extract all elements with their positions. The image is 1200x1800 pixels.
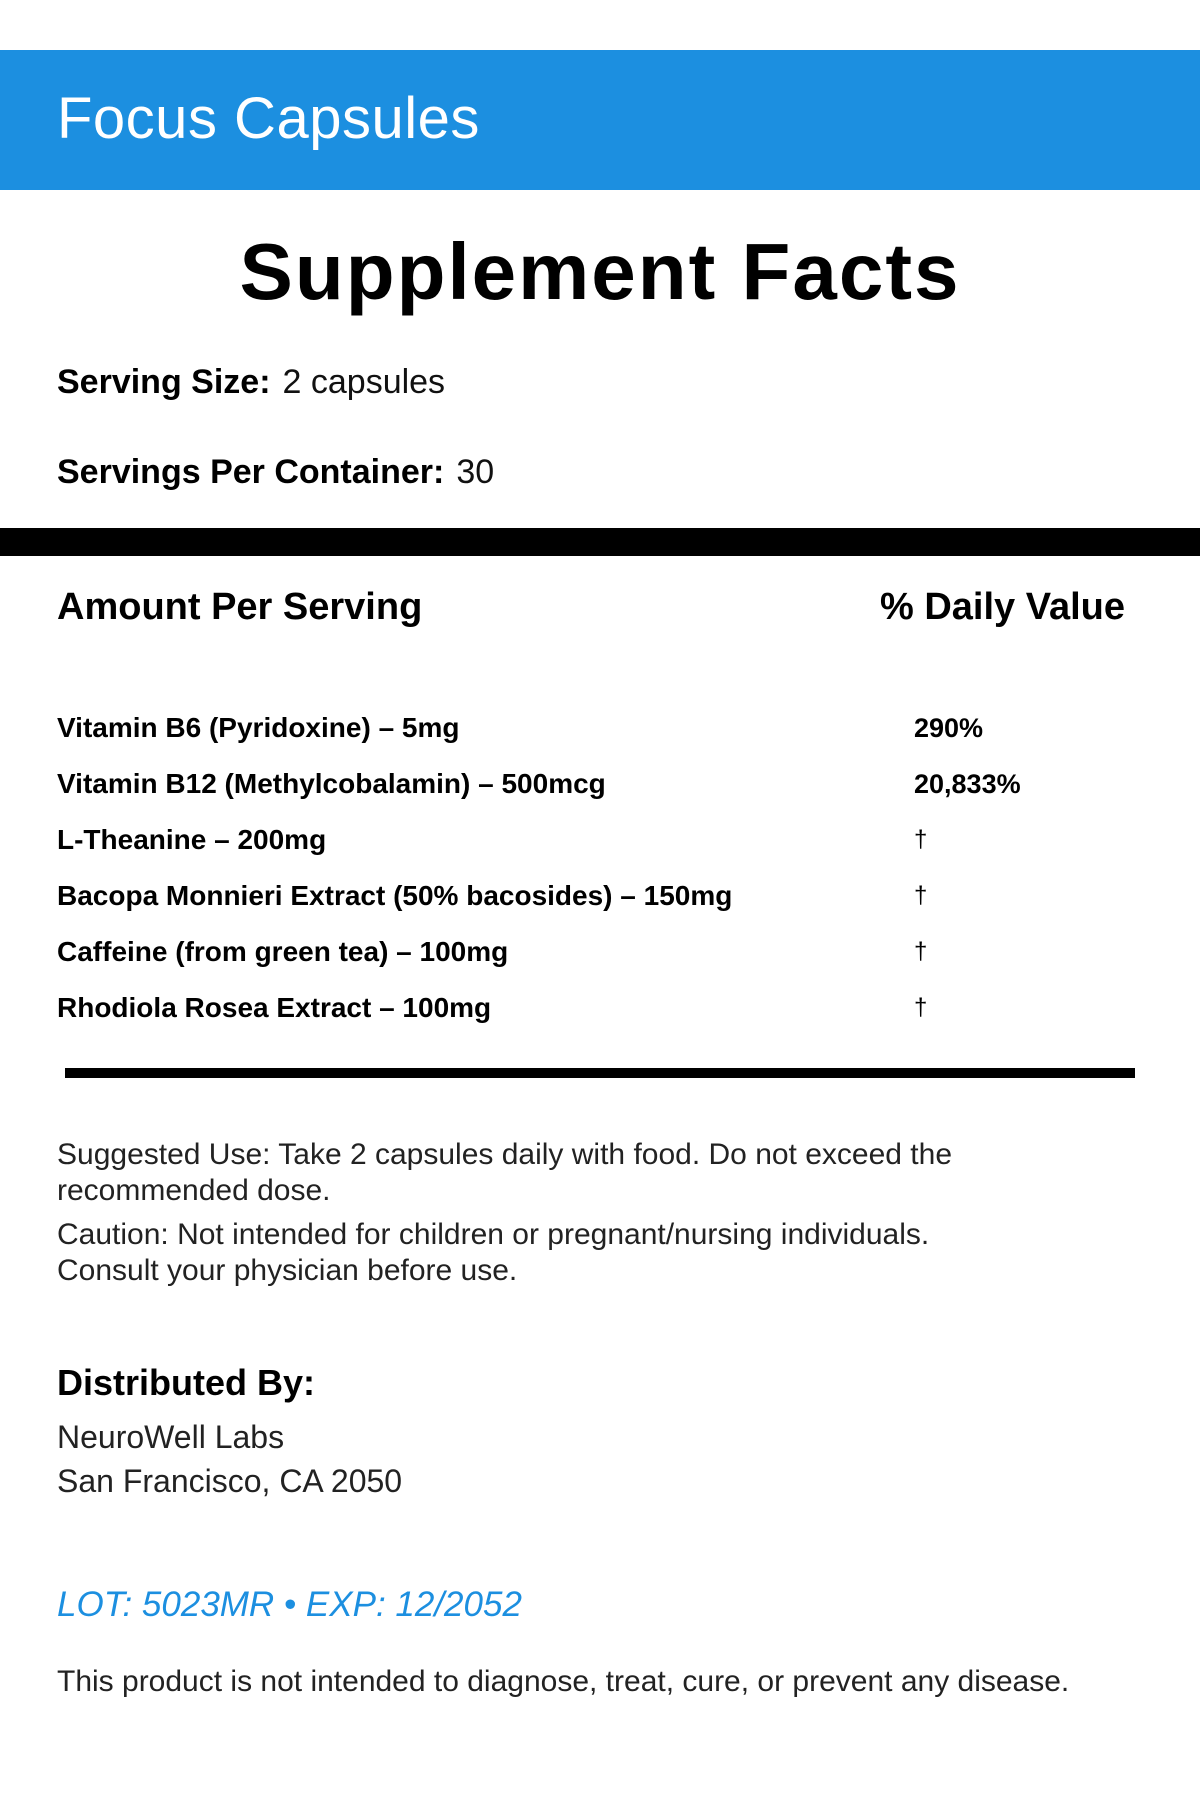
supplement-facts-title: Supplement Facts [239, 227, 961, 316]
ingredient-daily-value: † [914, 938, 928, 965]
ingredient-daily-value: † [914, 994, 928, 1021]
ingredient-row [57, 700, 1137, 756]
daily-value-heading: % Daily Value [879, 586, 1125, 628]
ingredient-row [57, 980, 1137, 1036]
servings-per-container-value: 30 [456, 453, 495, 491]
ingredient-name: Bacopa Monnieri Extract (50% bacosides) – 150mg [57, 880, 733, 911]
ingredient-name: Vitamin B6 (Pyridoxine) – 5mg [57, 712, 460, 743]
ingredient-name: L-Theanine – 200mg [57, 824, 327, 855]
ingredient-daily-value: 20,833% [914, 768, 1021, 799]
ingredient-list [57, 700, 1137, 1036]
servings-per-container-row [57, 450, 494, 494]
ingredient-name: Rhodiola Rosea Extract – 100mg [57, 992, 492, 1023]
distributor-address: San Francisco, CA 2050 [57, 1463, 403, 1499]
ingredient-daily-value: † [914, 826, 928, 853]
ingredient-row [57, 868, 1137, 924]
ingredient-daily-value: † [914, 882, 928, 909]
disclaimer-text: This product is not intended to diagnose, treat, cure, or prevent any disease. [57, 1665, 1070, 1698]
ingredient-daily-value: 290% [914, 712, 984, 743]
ingredient-row [57, 924, 1137, 980]
distributor-name: NeuroWell Labs [57, 1419, 285, 1455]
thin-divider [65, 1068, 1135, 1078]
serving-size-label: Serving Size: [57, 363, 271, 401]
ingredient-name: Caffeine (from green tea) – 100mg [57, 936, 509, 967]
serving-size-row [57, 360, 445, 404]
distributed-by-heading: Distributed By: [57, 1362, 316, 1403]
serving-size-value: 2 capsules [282, 363, 446, 401]
servings-per-container-label: Servings Per Container: [57, 453, 445, 491]
thick-divider [0, 528, 1200, 556]
ingredient-row [57, 812, 1137, 868]
ingredient-name: Vitamin B12 (Methylcobalamin) – 500mcg [57, 768, 606, 799]
amount-per-serving-heading: Amount Per Serving [57, 586, 423, 628]
caution-text: Caution: Not intended for children or pregnant/nursing individuals. Consult your physician before use. [57, 1218, 930, 1287]
suggested-use-text: Suggested Use: Take 2 capsules daily with food. Do not exceed the recommended dose. [57, 1138, 953, 1207]
product-name: Focus Capsules [57, 86, 480, 151]
ingredient-row [57, 756, 1137, 812]
lot-expiry: LOT: 5023MR • EXP: 12/2052 [57, 1585, 522, 1624]
